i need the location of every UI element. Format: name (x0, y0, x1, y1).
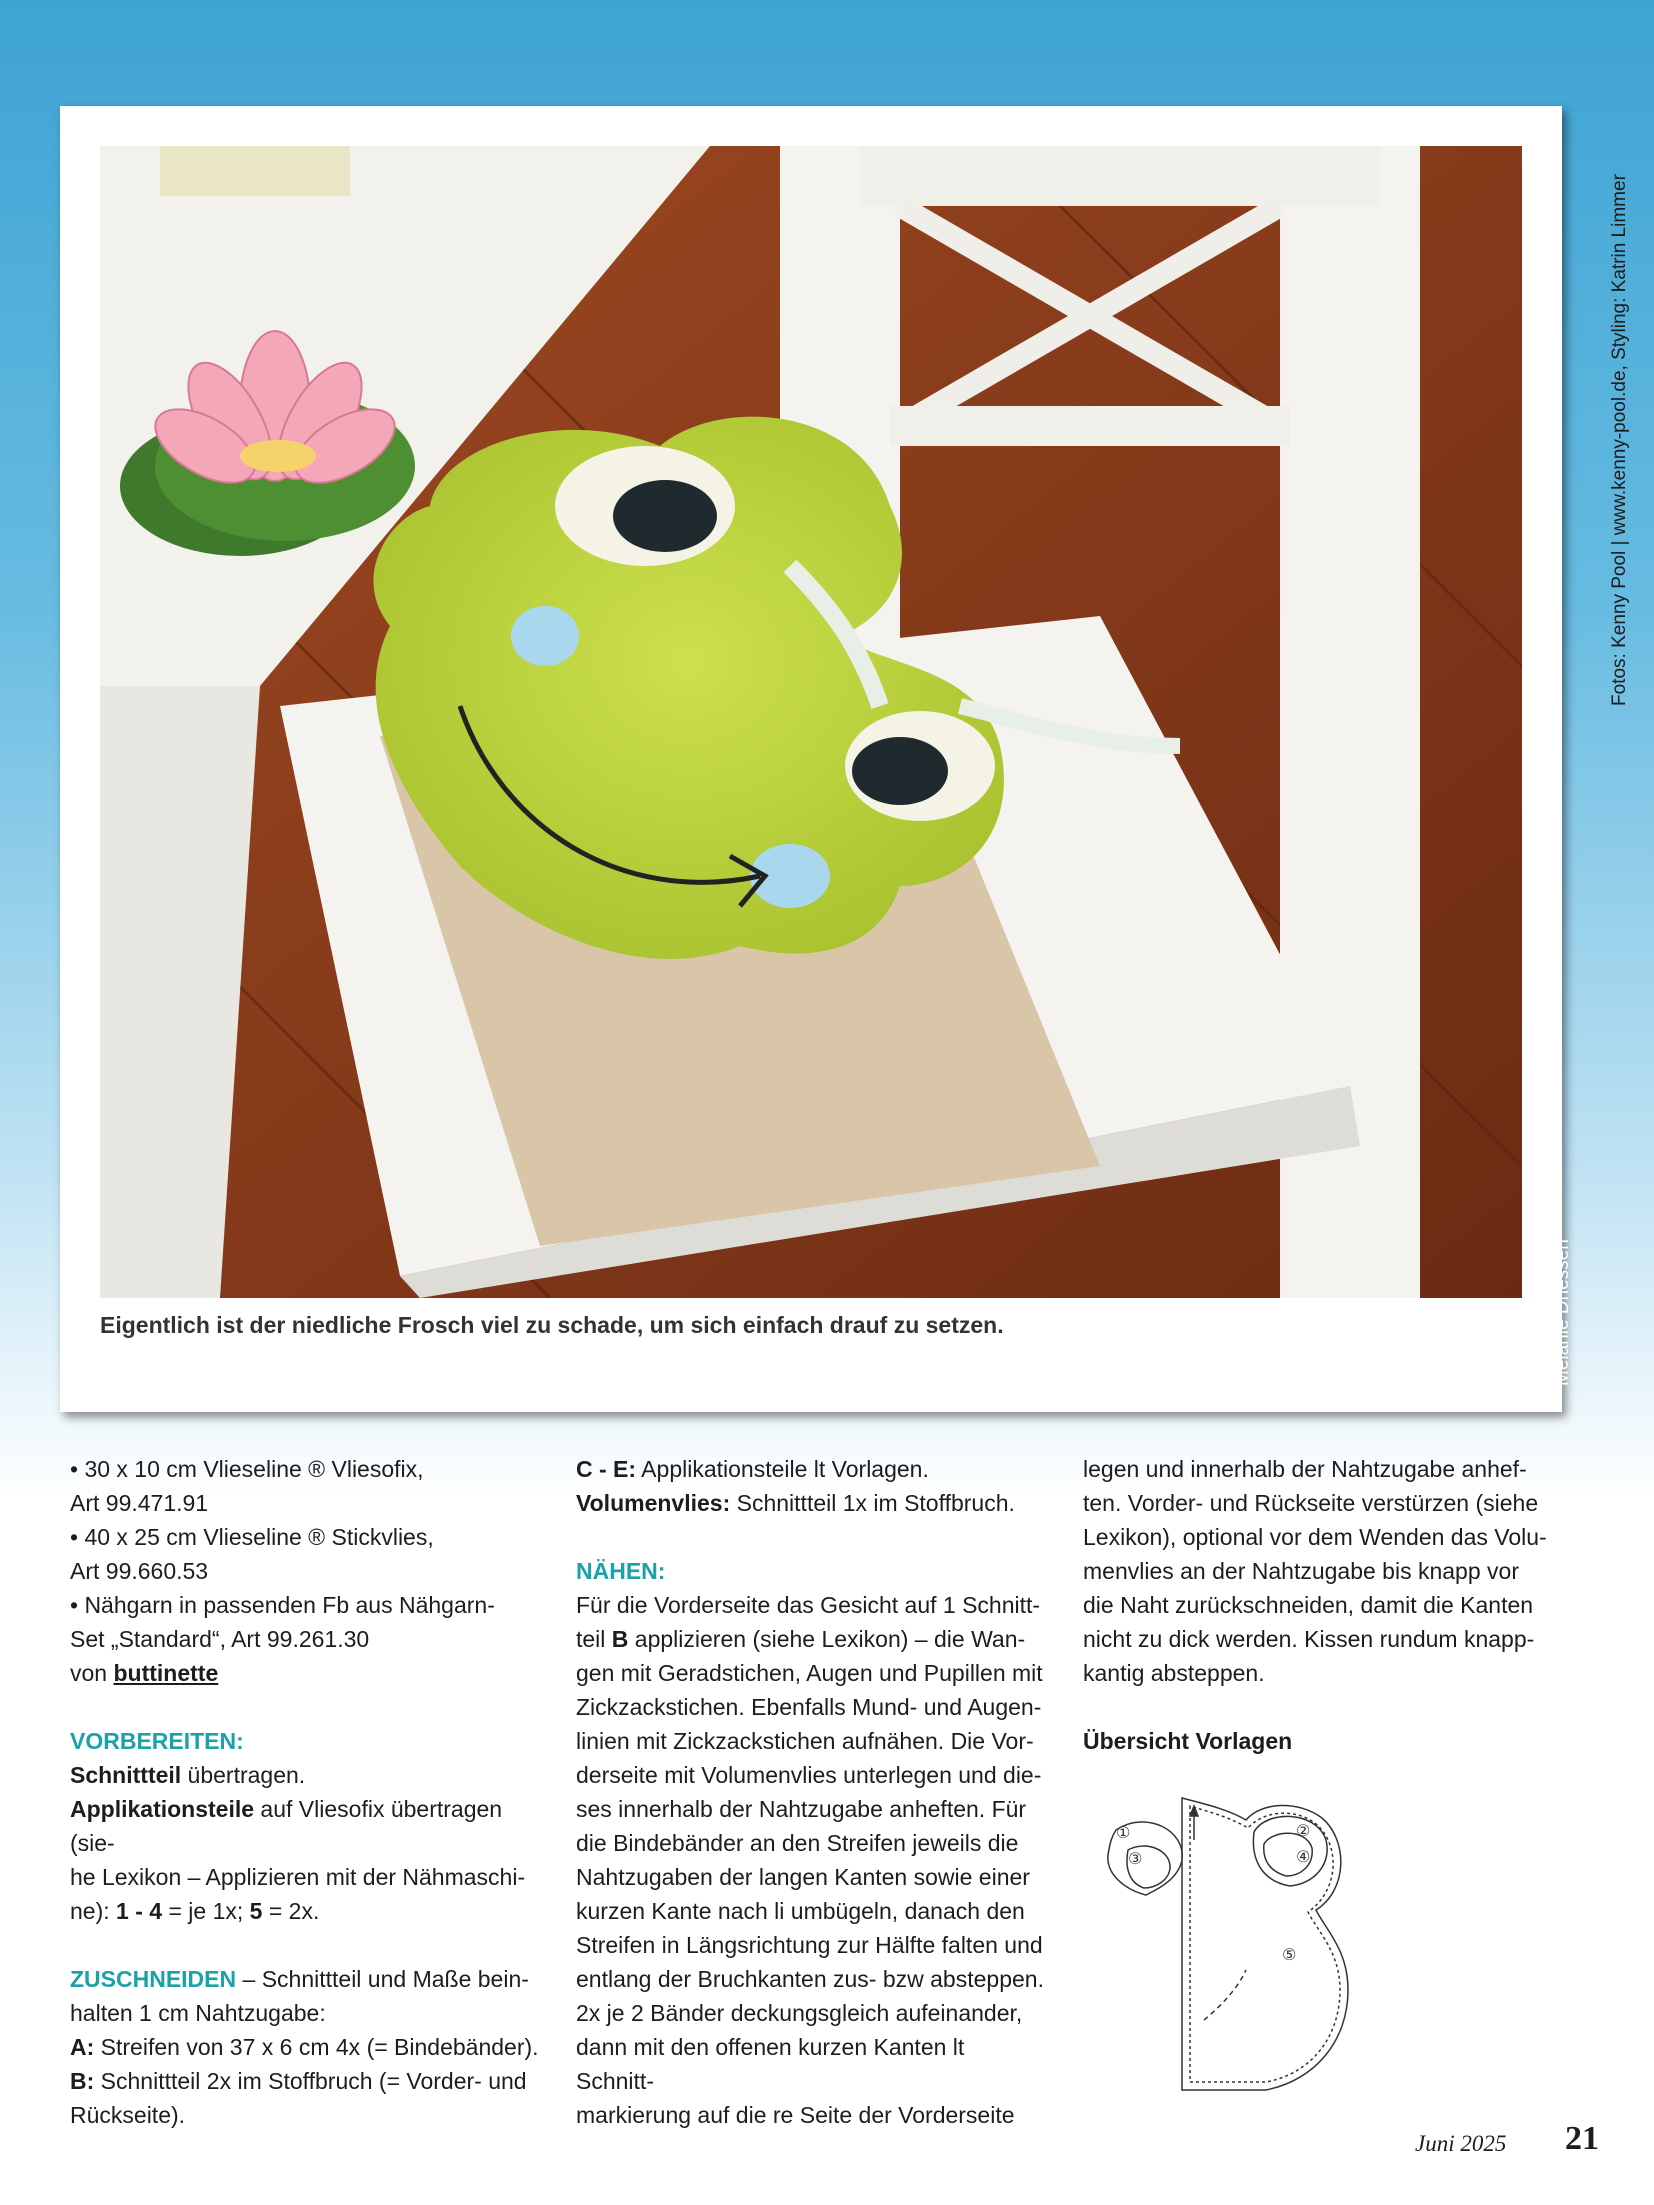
pattern-label-5: ⑤ (1282, 1945, 1297, 1964)
pattern-label-1: ① (1116, 1823, 1131, 1842)
sewing-heading: NÄHEN: (576, 1558, 666, 1584)
materials-line: • 40 x 25 cm Vlieseline ® Stickvlies, (70, 1524, 434, 1550)
overview-title: Übersicht Vorlagen (1083, 1728, 1293, 1754)
page-number: 21 (1565, 2120, 1599, 2157)
pattern-overview-diagram (1086, 1780, 1366, 2100)
materials-line: Art 99.471.91 (70, 1490, 209, 1516)
text-column-3: legen und innerhalb der Nahtzugabe anhef- ten. Vorder- und Rückseite verstürzen (siehe Lexikon), optional vor dem Wenden das Volu- menvlies an der Nahtzugabe bis knapp vor die Naht zurückschneiden, damit die Kanten nicht zu dick werden. Kissen rundum knapp- kantig absteppen. Übersicht Vorlagen (1083, 1452, 1568, 1758)
photo-frame (60, 106, 1573, 1412)
materials-line: Art 99.660.53 (70, 1558, 209, 1584)
issue-date: Juni 2025 (1415, 2131, 1507, 2156)
text-column-1: • 30 x 10 cm Vlieseline ® Vliesofix, Art 99.471.91 • 40 x 25 cm Vlieseline ® Stickvlies, Art 99.660.53 • Nähgarn in passenden Fb aus Nähgarn- Set „Standard“, Art 99.261.30 von buttinette VORBEREITEN: Schnittteil übertragen. Applikationsteile auf Vliesofix übertragen (sie- he Lexikon – Applizieren mit der Nähmaschi- ne): 1 - 4 = je 1x; 5 = 2x. ZUSCHNEIDEN – Schnittteil und Maße bein- halten 1 cm Nahtzugabe: A: Streifen von 37 x 6 cm 4x (= Bindebänder). B: Schnittteil 2x im Stoffbruch (= Vorder- und Rückseite). (70, 1452, 550, 2132)
materials-line: • Nähgarn in passenden Fb aus Nähgarn- (70, 1592, 495, 1618)
pattern-label-4: ④ (1296, 1847, 1311, 1866)
pattern-label-2: ② (1296, 1821, 1311, 1840)
photo-caption: Eigentlich ist der niedliche Frosch viel zu schade, um sich einfach drauf zu setzen. (100, 1312, 1004, 1338)
pattern-label-3: ③ (1128, 1849, 1143, 1868)
idea-credit: Idee + Realisation: Melanie Driessen (1530, 1228, 1573, 1386)
prepare-heading: VORBEREITEN: (70, 1728, 244, 1754)
photo-credit: Fotos: Kenny Pool | www.kenny-pool.de, Styling: Katrin Limmer (1609, 174, 1630, 706)
supplier-name: buttinette (113, 1660, 219, 1686)
supplier-line: von buttinette (70, 1660, 219, 1686)
materials-line: • 30 x 10 cm Vlieseline ® Vliesofix, (70, 1456, 424, 1482)
text-column-2: C - E: Applikationsteile lt Vorlagen. Volumenvlies: Schnittteil 1x im Stoffbruch. NÄHEN: Für die Vorderseite das Gesicht auf 1 Schnitt- teil B applizieren (siehe Lexikon) – die Wan- gen mit Geradstichen, Augen und Pupillen mit Zickzackstichen. Ebenfalls Mund- und Augen- linien mit Zickzackstichen aufnähen. Die Vor- derseite mit Volumenvlies unterlegen und die- ses innerhalb der Nahtzugabe anheften. Für die Bindebänder an den Streifen jeweils die Nahtzugaben der langen Kanten sowie einer kurzen Kante nach li umbügeln, danach den Streifen in Längsrichtung zur Hälfte falten und entlang der Bruchkanten zus- bzw absteppen. 2x je 2 Bänder deckungsgleich aufeinander, dann mit den offenen kurzen Kanten lt Schnitt- markierung auf die re Seite der Vorderseite (576, 1452, 1046, 2132)
cutting-heading: ZUSCHNEIDEN (70, 1966, 237, 1992)
materials-line: Set „Standard“, Art 99.261.30 (70, 1626, 370, 1652)
photo-illustration (100, 146, 1522, 1298)
frog-cushion-photo (100, 146, 1522, 1298)
